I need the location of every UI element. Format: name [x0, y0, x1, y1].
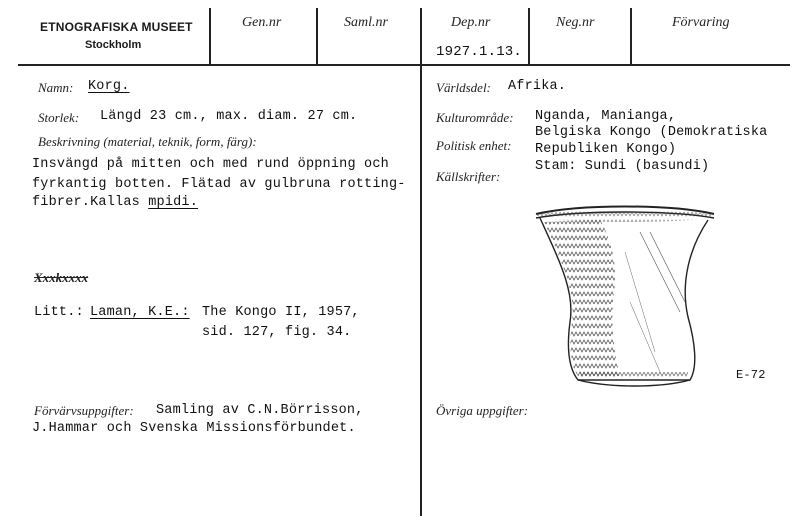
kallas-word: mpidi.: [148, 195, 199, 210]
basket-drawing: [530, 202, 720, 392]
litt-line-2: sid. 127, fig. 34.: [202, 325, 352, 340]
kultur-label: Kulturområde:: [436, 110, 514, 125]
politisk-line-1: Belgiska Kongo (Demokratiska: [535, 125, 768, 140]
drawing-note: E-72: [736, 368, 766, 382]
col-dep-nr: Dep.nr: [451, 15, 491, 30]
museum-name: ETNOGRAFISKA MUSEET: [40, 20, 193, 34]
header-divider-4: [528, 8, 530, 65]
namn-label: Namn:: [38, 80, 74, 95]
beskrivning-label: Beskrivning (material, teknik, form, färg):: [38, 134, 257, 149]
namn-value: Korg.: [88, 79, 130, 94]
kallas-prefix: Kallas: [90, 195, 149, 210]
beskrivning-line-3: [32, 195, 198, 210]
beskrivning-line-1: Insvängd på mitten och med rund öppning och: [32, 157, 389, 172]
col-saml-nr: Saml.nr: [344, 15, 388, 30]
forvarv-line-2: J.Hammar och Svenska Missionsförbundet.: [32, 421, 356, 436]
kallskrifter-label: Källskrifter:: [436, 169, 501, 184]
header-divider-3: [420, 8, 422, 65]
beskrivning-line-3-text: fibrer.: [32, 195, 91, 210]
politisk-label: Politisk enhet:: [436, 138, 512, 153]
header-bottom-line: [18, 64, 790, 66]
forvarv-line-1: Samling av C.N.Börrisson,: [156, 403, 364, 418]
storlek-label: Storlek:: [38, 110, 80, 125]
beskrivning-line-2: fyrkantig botten. Flätad av gulbruna rotting-: [32, 177, 406, 192]
kultur-value: Nganda, Manianga,: [535, 109, 677, 124]
museum-city: Stockholm: [85, 39, 142, 51]
struck-label: Xxxkxxxx: [34, 270, 89, 285]
main-column-divider: [420, 64, 422, 516]
litt-line-1: The Kongo II, 1957,: [202, 305, 360, 320]
litt-author: Laman, K.E.:: [90, 305, 190, 320]
col-neg-nr: Neg.nr: [556, 15, 595, 30]
header-divider-5: [630, 8, 632, 65]
stam-value: Stam: Sundi (basundi): [535, 159, 710, 174]
varldsdel-label: Världsdel:: [436, 80, 491, 95]
header-divider-2: [316, 8, 318, 65]
litt-label: Litt.:: [34, 305, 84, 320]
politisk-line-2: Republiken Kongo): [535, 142, 677, 157]
col-forvaring: Förvaring: [672, 15, 730, 30]
col-gen-nr: Gen.nr: [242, 15, 282, 30]
header-divider-1: [209, 8, 211, 65]
dep-nr-value: 1927.1.13.: [436, 44, 523, 60]
forvarv-label: Förvärvsuppgifter:: [34, 403, 134, 418]
varldsdel-value: Afrika.: [508, 79, 567, 94]
ovriga-label: Övriga uppgifter:: [436, 403, 529, 418]
storlek-value: Längd 23 cm., max. diam. 27 cm.: [100, 109, 358, 124]
